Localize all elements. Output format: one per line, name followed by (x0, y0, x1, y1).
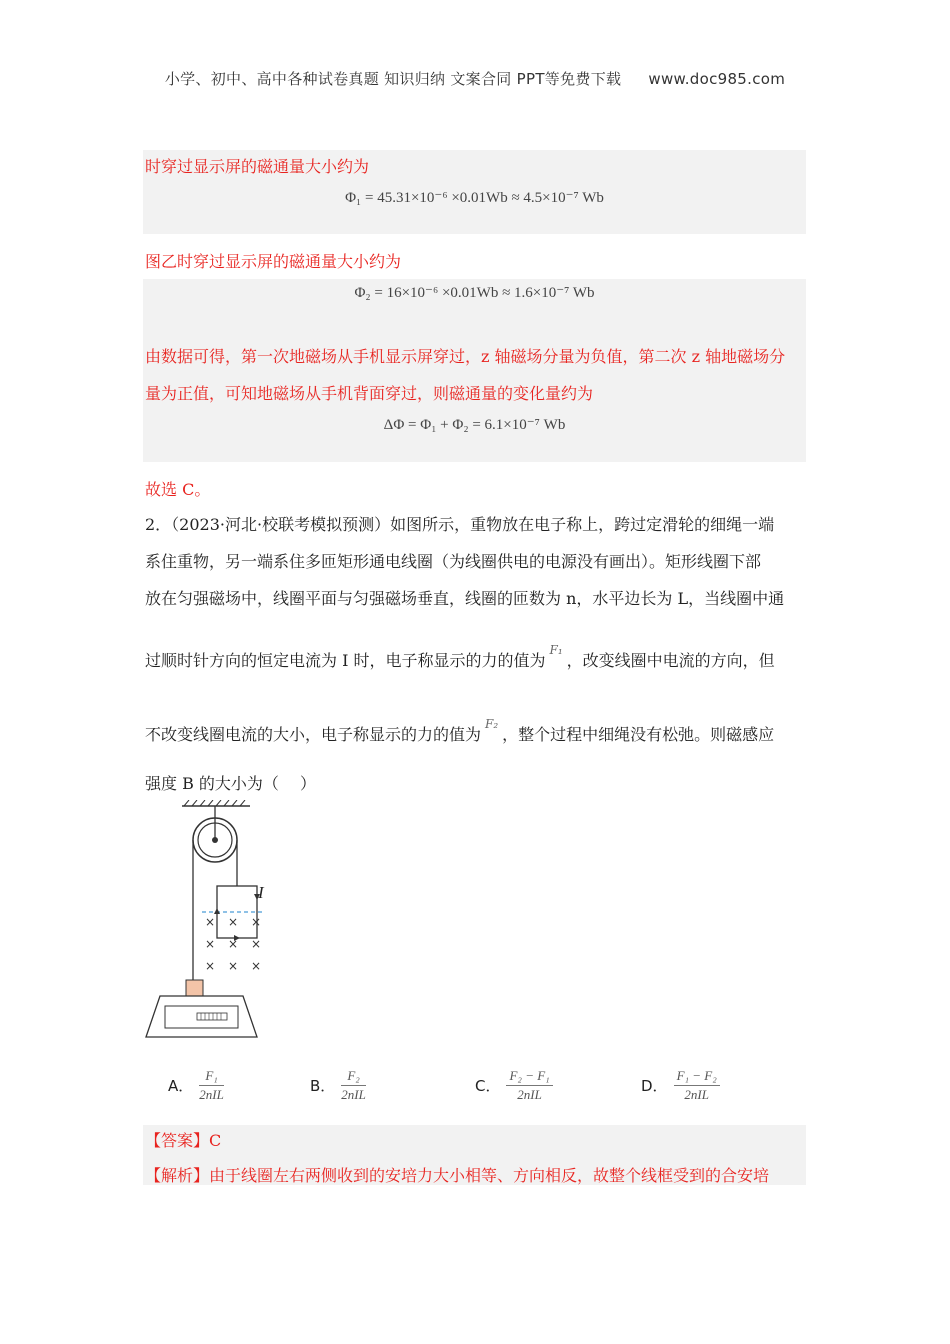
question-line-4b: ，改变线圈中电流的方向，但 (566, 651, 775, 670)
question-line-4a: 过顺时针方向的恒定电流为 I 时，电子称显示的力的值为 (145, 651, 546, 670)
option-b[interactable] (310, 1068, 366, 1103)
fraction-numerator: F₂ − F₁ (506, 1068, 552, 1086)
question-line-5b: ，整个过程中细绳没有松弛。则磁感应 (502, 725, 775, 744)
symbol-f2: F₂ (485, 717, 499, 731)
field-mark: × (204, 959, 216, 973)
pulley-coil-figure (140, 800, 270, 1042)
option-letter: B． (310, 1077, 336, 1095)
option-letter: D． (641, 1077, 668, 1095)
analysis-text-3a: 由数据可得，第一次地磁场从手机显示屏穿过，z 轴磁场分量为负值，第二次 z 轴地磁场分 (145, 347, 786, 366)
option-fraction (199, 1068, 224, 1103)
fraction-numerator: F₁ − F₂ (674, 1068, 720, 1086)
question-line-6: 强度 B 的大小为（ ） (145, 774, 317, 793)
fraction-denominator: 2nIL (341, 1087, 366, 1102)
question-line-5 (145, 717, 807, 745)
ceiling-hatch (184, 800, 245, 806)
page-header (0, 68, 950, 89)
field-mark: × (250, 937, 262, 951)
header-site[interactable]: www.doc985.com (648, 70, 786, 88)
pulley-axle (212, 837, 218, 843)
field-mark: × (227, 959, 239, 973)
option-fraction (674, 1068, 720, 1103)
question-line-5a: 不改变线圈电流的大小，电子称显示的力的值为 (145, 725, 482, 744)
field-mark: × (204, 915, 216, 929)
answer-analysis: 【解析】由于线圈左右两侧收到的安培力大小相等、方向相反，故整个线框受到的合安培 (145, 1166, 770, 1185)
option-letter: A． (168, 1077, 194, 1095)
question-line-3: 放在匀强磁场中，线圈平面与匀强磁场垂直，线圈的匝数为 n，水平边长为 L，当线圈中通 (145, 589, 785, 608)
analysis-text-3b: 量为正值，可知地磁场从手机背面穿过，则磁通量的变化量约为 (145, 384, 594, 403)
field-mark: × (250, 915, 262, 929)
option-fraction (506, 1068, 552, 1103)
option-fraction (341, 1068, 366, 1103)
current-label: I (258, 883, 264, 902)
fraction-numerator: F₁ (199, 1068, 224, 1086)
header-slogan: 小学、初中、高中各种试卷真题 知识归纳 文案合同 PPT等免费下载 (164, 70, 622, 88)
formula-phi2: Φ₂ = 16×10⁻⁶ ×0.01Wb ≈ 1.6×10⁻⁷ Wb (354, 285, 595, 301)
formula-phi1: Φ₁ = 45.31×10⁻⁶ ×0.01Wb ≈ 4.5×10⁻⁷ Wb (345, 190, 604, 206)
fraction-denominator: 2nIL (684, 1087, 709, 1102)
question-line-2: 系住重物，另一端系住多匝矩形通电线圈（为线圈供电的电源没有画出）。矩形线圈下部 (145, 552, 762, 571)
answer-label: 【答案】C (145, 1131, 222, 1150)
question-line-4 (145, 643, 807, 671)
analysis-text-2: 图乙时穿过显示屏的磁通量大小约为 (145, 252, 402, 271)
formula-delta-phi: ΔΦ = Φ₁ + Φ₂ = 6.1×10⁻⁷ Wb (383, 417, 566, 433)
field-mark: × (227, 937, 239, 951)
option-a[interactable] (168, 1068, 224, 1103)
fraction-denominator: 2nIL (517, 1087, 542, 1102)
weight-block (186, 980, 203, 996)
option-d[interactable] (641, 1068, 720, 1103)
field-mark: × (204, 937, 216, 951)
symbol-f1: F₁ (549, 643, 563, 657)
magnetic-field-marks (205, 915, 261, 973)
option-letter: C． (475, 1077, 501, 1095)
option-c[interactable] (475, 1068, 553, 1103)
arrow-up-icon (214, 908, 220, 914)
question-line-1: 2．（2023·河北·校联考模拟预测）如图所示，重物放在电子称上，跨过定滑轮的细绳一端 (145, 515, 775, 534)
analysis-block-2 (143, 279, 806, 462)
conclusion: 故选 C。 (145, 480, 211, 499)
field-mark: × (227, 915, 239, 929)
analysis-text-1: 时穿过显示屏的磁通量大小约为 (145, 157, 370, 176)
field-mark: × (250, 959, 262, 973)
scale-readout (197, 1013, 227, 1020)
fraction-denominator: 2nIL (199, 1087, 224, 1102)
fraction-numerator: F₂ (341, 1068, 366, 1086)
